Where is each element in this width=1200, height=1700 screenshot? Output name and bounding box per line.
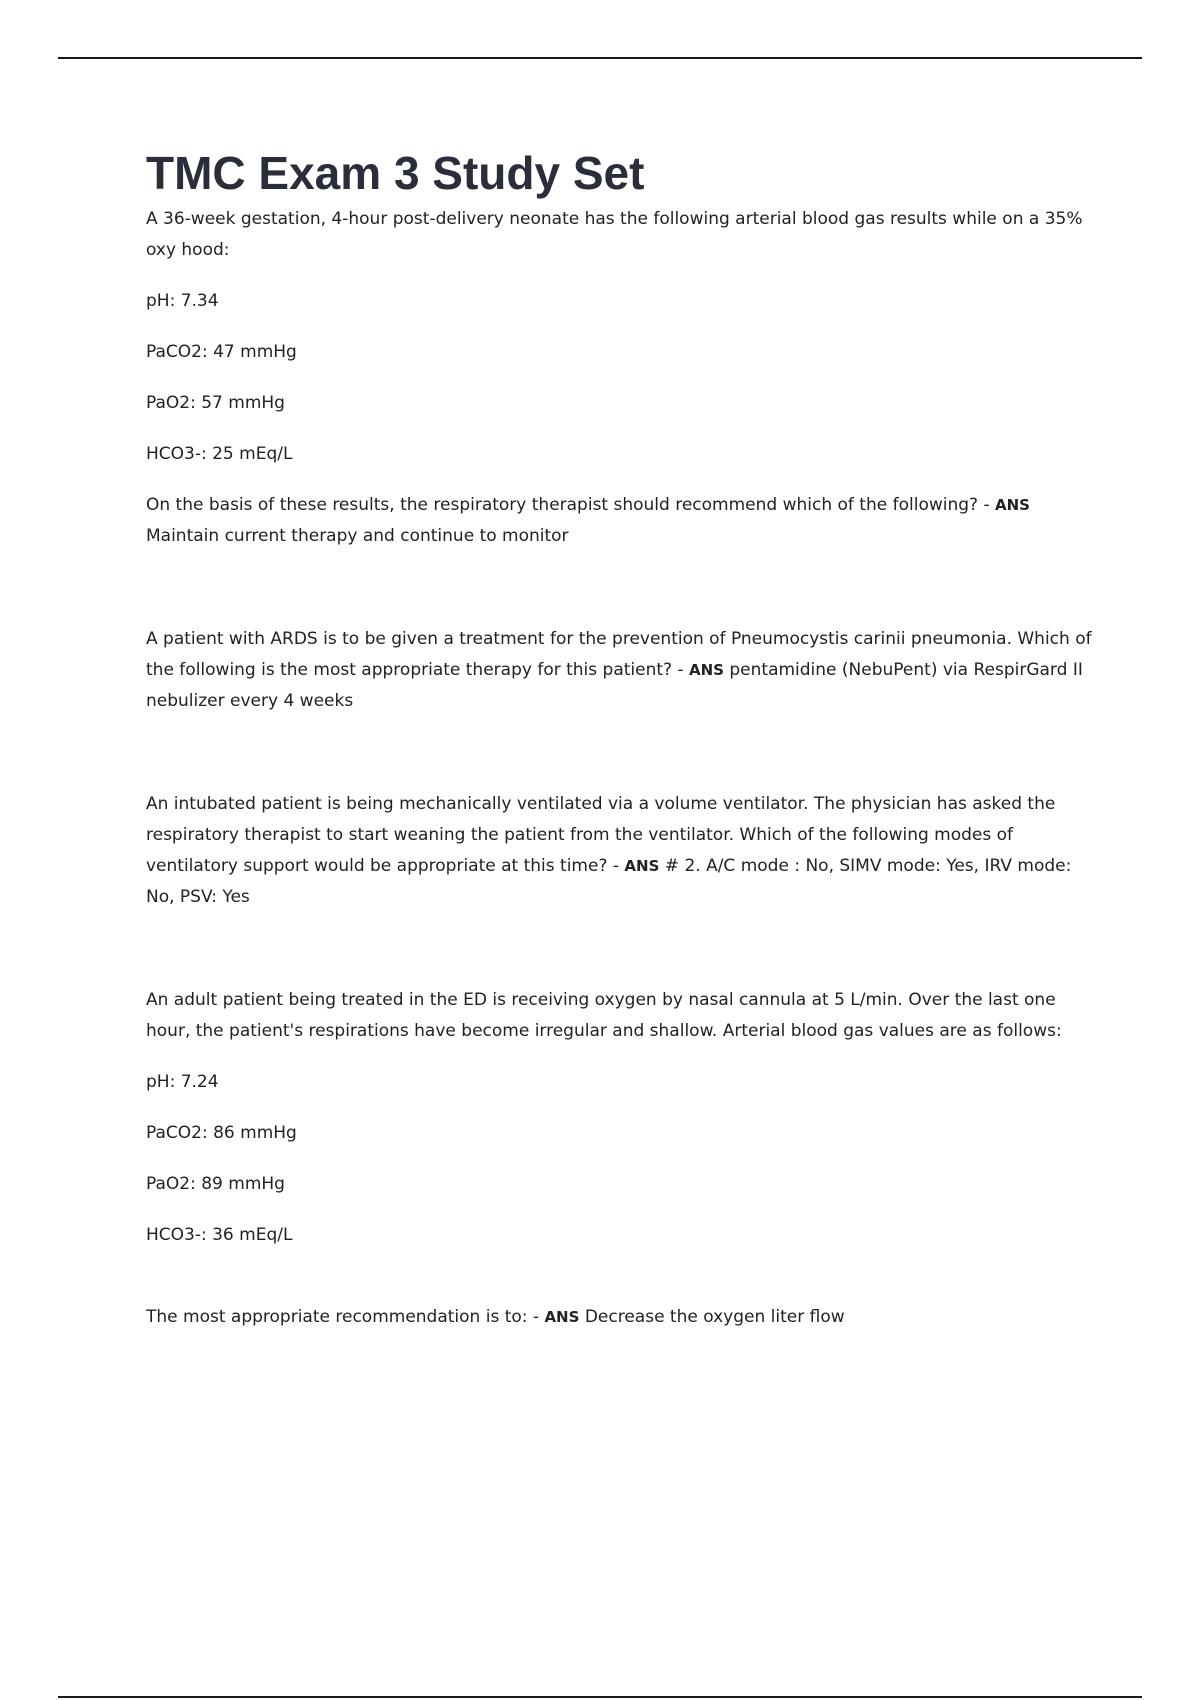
lab-value: PaO2: 57 mmHg [146, 393, 285, 413]
question-1 [146, 204, 1096, 552]
prompt-text: On the basis of these results, the respiratory therapist should recommend which of the following? - [146, 495, 990, 515]
question-stem: An adult patient being treated in the ED is receiving oxygen by nasal cannula at 5 L/min. Over the last one hour, the patient's respirations have become irregular and shallow. Arterial blood gas values are as follows: [146, 990, 1062, 1041]
document-body [146, 142, 1096, 1333]
lab-value: PaO2: 89 mmHg [146, 1174, 285, 1194]
prompt-text: The most appropriate recommendation is to: - [146, 1307, 540, 1327]
question-prompt [146, 624, 1096, 717]
question-stem: A 36-week gestation, 4-hour post-delivery neonate has the following arterial blood gas results while on a 35% oxy hood: [146, 209, 1083, 260]
answer-text: # 2. A/C mode : No, SIMV mode: Yes, IRV mode: No, PSV: Yes [146, 856, 1072, 907]
prompt-text: An intubated patient is being mechanically ventilated via a volume ventilator. The physician has asked the respiratory therapist to start weaning the patient from the ventilator. Which of the following modes of ventilatory support would be appropriate at this time? - [146, 794, 1056, 876]
lab-value: HCO3-: 36 mEq/L [146, 1225, 293, 1245]
lab-value: PaCO2: 47 mmHg [146, 342, 297, 362]
footer-rule [58, 1696, 1142, 1698]
document-title: TMC Exam 3 Study Set [146, 147, 645, 199]
question-2 [146, 624, 1096, 717]
ans-marker: ANS [995, 496, 1030, 514]
question-prompt [146, 789, 1096, 913]
prompt-text: A patient with ARDS is to be given a treatment for the prevention of Pneumocystis carinii pneumonia. Which of the following is the most appropriate therapy for this patient? - [146, 629, 1092, 680]
answer-text: pentamidine (NebuPent) via RespirGard II nebulizer every 4 weeks [146, 660, 1083, 711]
lab-value: pH: 7.24 [146, 1072, 219, 1092]
question-prompt [146, 1302, 1096, 1333]
ans-marker: ANS [624, 857, 660, 875]
question-3 [146, 789, 1096, 913]
question-4 [146, 985, 1096, 1333]
answer-text: Decrease the oxygen liter flow [584, 1307, 845, 1327]
header-rule [58, 57, 1142, 59]
lab-value: PaCO2: 86 mmHg [146, 1123, 297, 1143]
ans-marker: ANS [544, 1308, 580, 1326]
lab-value: HCO3-: 25 mEq/L [146, 444, 293, 464]
question-prompt [146, 490, 1096, 552]
lab-value: pH: 7.34 [146, 291, 219, 311]
ans-marker: ANS [689, 661, 724, 679]
answer-text: Maintain current therapy and continue to monitor [146, 526, 569, 546]
